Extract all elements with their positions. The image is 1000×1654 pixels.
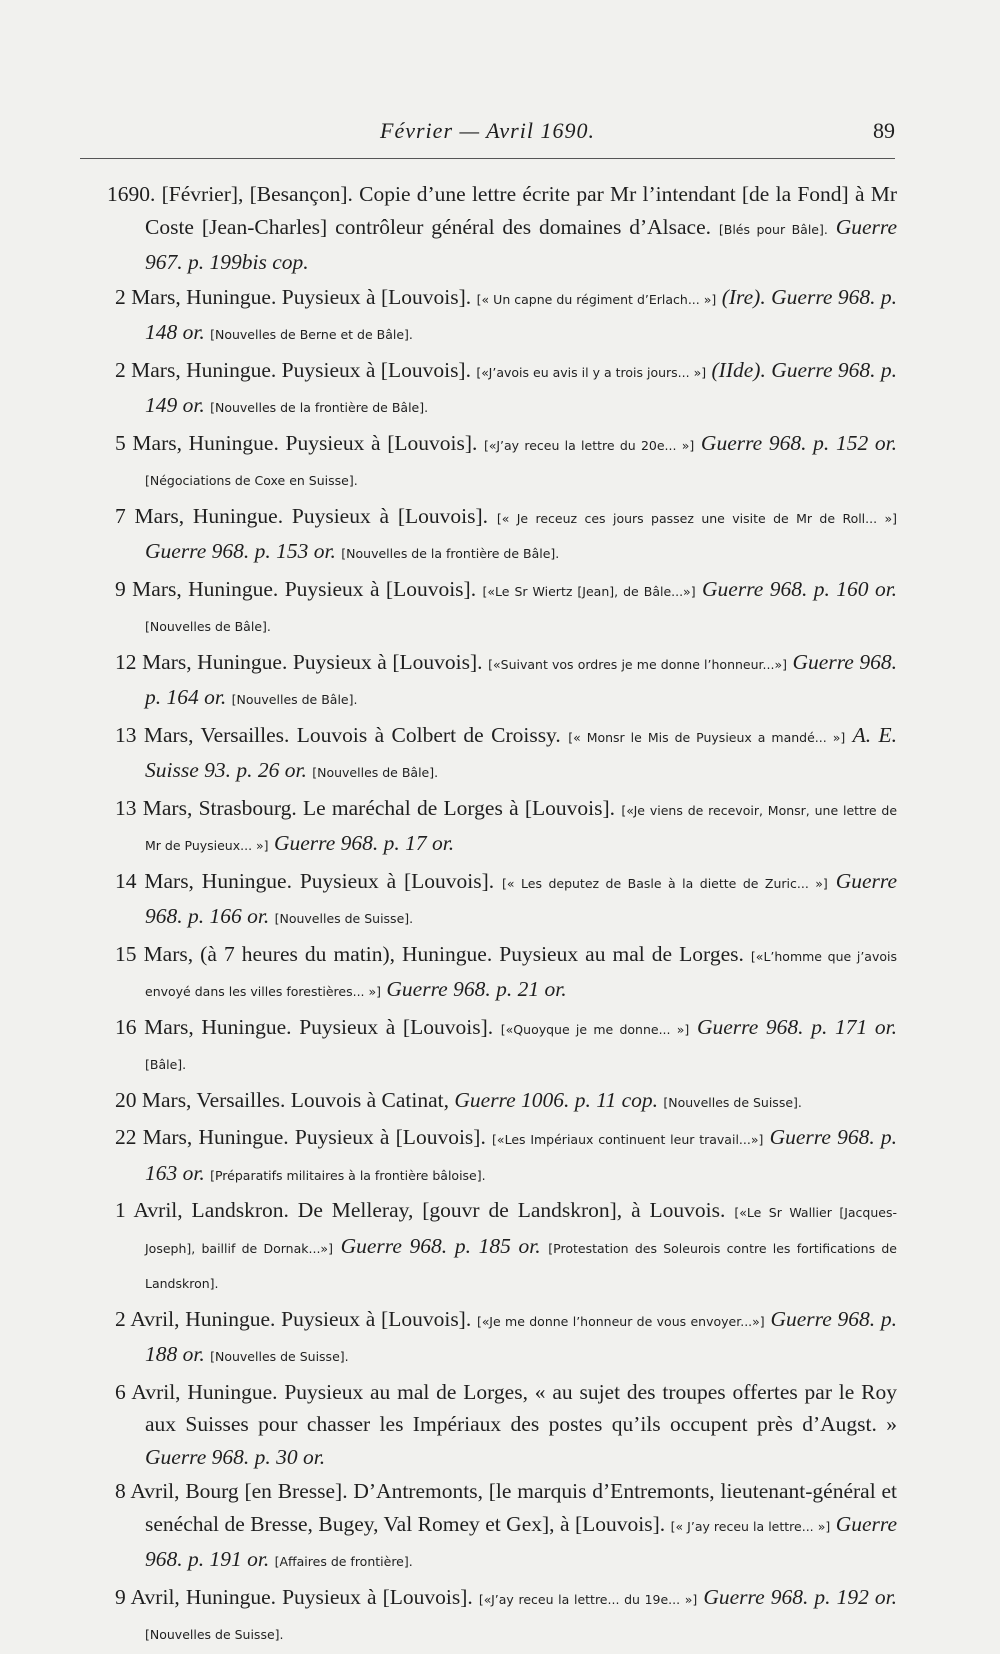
entry-summary: [Négociations de Coxe en Suisse]. (145, 473, 358, 488)
entry-summary: [Affaires de frontière]. (274, 1554, 413, 1569)
entry-text: [Février], [Besançon]. Copie d’une lettre écrite par Mr l’intendant [de la Fond] à Mr Coste [Jean-Charles] contrôleur général des domaines d’Alsace. (145, 182, 898, 239)
entry-text: Mars, Huningue. Puysieux à [Louvois]. (144, 1014, 494, 1039)
entry-reference: (IIde). Guerre 968. p. 149 or. (145, 357, 898, 417)
entry-date: 7 (115, 503, 126, 528)
entry-reference: Guerre 968. p. 17 or. (273, 831, 455, 855)
entry-item (107, 1303, 897, 1374)
entry-date: 9 (115, 1584, 126, 1609)
entry-incipit: [« Monsr le Mis de Puysieux a mandé... »] (568, 729, 846, 745)
entry-item (107, 1011, 897, 1082)
entry-text: Mars, Strasbourg. Le maréchal de Lorges à [Louvois]. (142, 795, 616, 820)
entry-date: 14 (115, 868, 137, 893)
entry-date: 2 (115, 1306, 126, 1331)
entry-summary: [Nouvelles de Suisse]. (663, 1094, 802, 1110)
entry-date: 2 (115, 284, 126, 309)
entry-reference: Guerre 968. p. 153 or. (145, 539, 336, 563)
entry-reference: Guerre 967. p. 199bis cop. (145, 214, 898, 274)
entry-item (107, 354, 897, 425)
entry-item (107, 1121, 897, 1192)
entry-text: Mars, Huningue. Puysieux à [Louvois]. (131, 284, 472, 309)
entry-text: Avril, Huningue. Puysieux à [Louvois]. (130, 1584, 473, 1609)
entry-reference: Guerre 968. p. 163 or. (145, 1125, 898, 1185)
entry-incipit: [«Je me donne l’honneur de vous envoyer...»] (477, 1313, 765, 1329)
entry-reference: Guerre 968. p. 166 or. (145, 868, 897, 928)
entry-summary: [Protestation des Soleurois contre les fortifications de Landskron]. (145, 1240, 897, 1291)
entry-summary: [Bâle]. (145, 1057, 187, 1072)
entry-reference: Guerre 968. p. 188 or. (145, 1306, 898, 1366)
running-title: Février — Avril 1690. (380, 118, 595, 143)
entry-incipit: [«Quoyque je me donne... »] (500, 1021, 690, 1037)
entry-incipit: [«J’ay receu la lettre... du 19e... »] (478, 1591, 698, 1607)
entry-summary: [Nouvelles de Bâle]. (231, 692, 358, 707)
page-header (80, 118, 895, 158)
entry-date: 15 (115, 941, 137, 966)
entry-incipit: [« Un capne du régiment d’Erlach... »] (476, 291, 717, 307)
entry-reference: Guerre 968. p. 191 or. (145, 1511, 897, 1571)
entry-summary: [Nouvelles de Bâle]. (145, 619, 271, 634)
entry-date: 16 (115, 1014, 137, 1039)
entry-incipit: [«Suivant vos ordres je me donne l’honneur...»] (488, 656, 787, 672)
entry-incipit: [«J’avois eu avis il y a trois jours... »] (476, 364, 707, 380)
entry-text: Avril, Huningue. Puysieux à [Louvois]. (130, 1306, 472, 1331)
entry-incipit: [«Le Sr Wiertz [Jean], de Bâle...»] (482, 583, 696, 599)
header-rule (80, 158, 895, 159)
entry-date: 13 (115, 722, 137, 747)
entry-item (107, 938, 897, 1009)
entry-text: Mars, Versailles. Louvois à Colbert de Croissy. (143, 722, 561, 747)
entry-reference: Guerre 968. p. 164 or. (145, 649, 898, 709)
entry-date: 20 (115, 1087, 137, 1112)
entry-incipit: [Blés pour Bâle]. (718, 221, 828, 237)
entry-list (107, 178, 897, 1654)
entry-reference: (Ire). Guerre 968. p. 148 or. (145, 284, 898, 344)
entry-date: 5 (115, 430, 126, 455)
entry-summary: [Nouvelles de Suisse]. (274, 911, 414, 926)
entry-summary: [Nouvelles de la frontière de Bâle]. (210, 400, 429, 415)
entry-date: 1690. (107, 182, 156, 206)
entry-date: 13 (115, 795, 137, 820)
entry-text: Mars, Huningue. Puysieux à [Louvois]. (131, 357, 471, 382)
entry-text: Mars, Huningue. Puysieux à [Louvois]. (132, 430, 478, 455)
entry-item (107, 281, 897, 352)
entry-reference: Guerre 968. p. 185 or. (340, 1233, 541, 1258)
entry-incipit: [« J’ay receu la lettre... »] (670, 1518, 831, 1534)
entry-date: 2 (115, 357, 126, 382)
entry-text: Avril, Huningue. Puysieux au mal de Lorges, « au sujet des troupes offertes par le Roy aux Suisses pour chasser les Impériaux des postes qu’ils occupent près d’Augst. » (131, 1379, 897, 1436)
entry-item (107, 427, 897, 498)
entry-item (107, 573, 897, 644)
entry-reference: Guerre 968. p. 152 or. (700, 430, 897, 455)
entry-date: 12 (115, 649, 137, 674)
entry-incipit: [«L’homme que j’avois envoyé dans les villes forestières... »] (145, 948, 897, 999)
entry-incipit: [« Les deputez de Basle à la diette de Zuric... »] (502, 875, 828, 891)
entry-summary: [Nouvelles de Bâle]. (312, 765, 439, 780)
entry-text: Avril, Landskron. De Melleray, [gouvr de Landskron], à Louvois. (133, 1198, 726, 1222)
entry-date: 6 (115, 1379, 126, 1404)
entry-text: Mars, (à 7 heures du matin), Huningue. Puysieux au mal de Lorges. (143, 941, 744, 966)
entry-item (107, 1475, 897, 1579)
entry-reference: Guerre 968. p. 30 or. (145, 1444, 326, 1469)
entry-item (107, 1581, 897, 1652)
entry-text: Mars, Huningue. Puysieux à [Louvois]. (132, 576, 477, 601)
entry-item (107, 1084, 897, 1120)
entry-date: 8 (115, 1479, 126, 1503)
entry-item (107, 500, 897, 571)
entry-item (107, 792, 897, 863)
entry-reference: Guerre 968. p. 21 or. (386, 977, 567, 1001)
entry-summary: [Nouvelles de Suisse]. (145, 1627, 284, 1642)
entry-item (107, 178, 897, 279)
entry-item (107, 865, 897, 936)
entry-text: Mars, Huningue. Puysieux à [Louvois]. (134, 503, 489, 528)
entry-date: 1 (115, 1198, 126, 1222)
entry-incipit: [«Le Sr Wallier [Jacques-Joseph], baillif de Dornak...»] (145, 1205, 898, 1256)
entry-incipit: [« Je receuz ces jours passez une visite de Mr de Roll... »] (496, 510, 897, 526)
entry-reference: Guerre 968. p. 171 or. (696, 1014, 898, 1039)
entry-item (107, 719, 897, 790)
entry-text: Mars, Huningue. Puysieux à [Louvois]. (142, 649, 483, 674)
entry-summary: [Nouvelles de Suisse]. (210, 1349, 349, 1364)
entry-reference: Guerre 968. p. 160 or. (702, 576, 898, 601)
entry-reference: A. E. Suisse 93. p. 26 or. (145, 722, 898, 782)
entry-summary: [Nouvelles de la frontière de Bâle]. (341, 546, 560, 561)
entry-date: 22 (115, 1125, 137, 1149)
entry-summary: [Nouvelles de Berne et de Bâle]. (210, 327, 413, 342)
entry-reference: Guerre 968. p. 192 or. (703, 1584, 897, 1609)
entry-incipit: [«Les Impériaux continuent leur travail...»] (492, 1132, 764, 1147)
entry-text: Mars, Huningue. Puysieux à [Louvois]. (144, 868, 495, 893)
entry-text: Avril, Bourg [en Bresse]. D’Antremonts, [le marquis d’Entremonts, lieutenant-général et senéchal de Bresse, Bugey, Val Romey et Gex], à [Louvois]. (130, 1479, 897, 1536)
entry-incipit: [«Je viens de recevoir, Monsr, une lettre de Mr de Puysieux... »] (145, 802, 898, 853)
page-number: 89 (873, 118, 895, 143)
entry-date: 9 (115, 576, 126, 601)
entry-reference: Guerre 1006. p. 11 cop. (454, 1087, 658, 1112)
entry-text: Mars, Versailles. Louvois à Catinat, (141, 1087, 449, 1112)
entry-item (107, 1376, 897, 1474)
entry-text: Mars, Huningue. Puysieux à [Louvois]. (142, 1125, 486, 1149)
entry-summary: [Préparatifs militaires à la frontière bâloise]. (210, 1167, 486, 1183)
entry-incipit: [«J’ay receu la lettre du 20e... »] (484, 437, 695, 453)
entry-item (107, 1194, 897, 1301)
entry-item (107, 646, 897, 717)
